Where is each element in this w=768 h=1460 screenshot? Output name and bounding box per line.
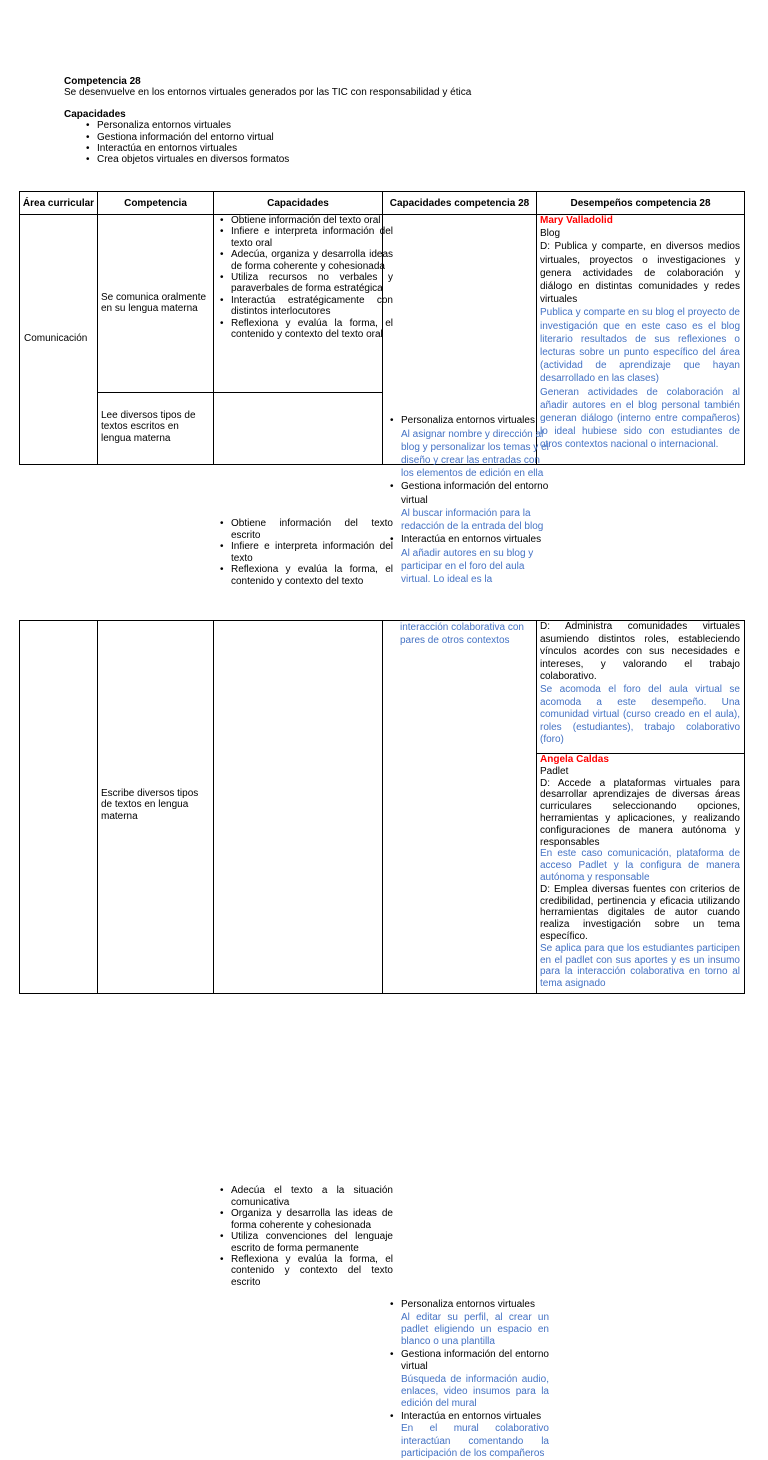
desempeno-text: D: Publica y comparte, en diversos medios virtuales, proyectos o investigaciones y genera actividades de colaboración y diálogo en distintas comunidades y redes virtuales [540, 241, 740, 306]
table-1 [0, 0, 768, 587]
competencia-lectura: Lee diversos tipos de textos escritos en lengua materna [101, 410, 196, 444]
desempeno-note: Se acomoda el foro del aula virtual se acomoda a este desempeño. Una comunidad virtual (curso creado en el aula), roles (estudiantes), trabajo colaborativo (foro) [540, 683, 740, 746]
tool-name: Blog [540, 228, 561, 240]
list-item: • Infiere e interpreta información del texto oral [231, 226, 393, 249]
capacidades-escritura-list [215, 1185, 393, 1288]
c28-continuation: interacción colaborativa con pares de otros contextos [400, 622, 524, 646]
capacidades-list [64, 120, 704, 166]
list-item: • Gestiona información del entorno virtual Búsqueda de información audio, enlaces, video insumos para la edición del mural [401, 1349, 549, 1411]
list-item: • Utiliza convenciones del lenguaje escrito de forma permanente [231, 1231, 393, 1254]
list-item: • Interactúa en entornos virtuales [97, 143, 704, 154]
list-item: • Reflexiona y evalúa la forma, el contenido y contexto del texto oral [231, 318, 393, 341]
area-comunicacion: Comunicación [24, 333, 88, 344]
author-name: Mary Valladolid [540, 215, 613, 226]
intro-section [64, 76, 704, 166]
competencia-escritura: Escribe diversos tipos de textos en lengua materna [101, 788, 199, 822]
header-capacidades-28: Capacidades competencia 28 [389, 197, 530, 209]
list-item: • Reflexiona y evalúa la forma, el contenido y contexto del texto [231, 564, 393, 587]
header-competencia: Competencia [124, 197, 187, 209]
list-item: • Crea objetos virtuales en diversos formatos [97, 154, 704, 165]
capacidades-lectura-list [215, 518, 393, 589]
list-item: • Infiere e interpreta información del texto [231, 541, 393, 564]
desempeno-text: D: Emplea diversas fuentes con criterios de credibilidad, pertinencia y eficacia utilizando herramientas digitales de autor cuando realiza investigación sobre un tema específico. [540, 883, 740, 942]
list-item: • Organiza y desarrolla las ideas de forma coherente y cohesionada [231, 1208, 393, 1231]
list-item: • Obtiene información del texto escrito [231, 518, 393, 541]
list-item: • Interactúa en entornos virtuales Al añadir autores en su blog y participar en el foro del aula virtual. Lo ideal es la [401, 533, 549, 586]
author-name: Angela Caldas [540, 754, 609, 765]
desempeno-note: Publica y comparte en su blog el proyecto de investigación que en este caso es el blog literario resultados de sus reflexiones o lecturas sobre un punto específico del área (actividad de aprendizaje que hayan desarrollado en las clases) [540, 307, 740, 385]
list-item: • Interactúa estratégicamente con distintos interlocutores [231, 295, 393, 318]
list-item: • Obtiene información del texto oral [231, 215, 393, 226]
desempenos-2-bottom [540, 754, 740, 990]
desempeno-text: D: Accede a plataformas virtuales para desarrollar aprendizajes de diversas áreas curriculares seleccionando opciones, herramientas y aplicaciones, y realizando configuraciones de manera autónoma y responsables [540, 777, 740, 848]
list-item: • Gestiona información del entorno virtual [97, 132, 704, 143]
capacidades-oral-list [215, 215, 393, 340]
header-area: Área curricular [22, 197, 95, 209]
tool-name: Padlet [540, 765, 569, 777]
desempenos-1 [540, 214, 740, 464]
desempeno-note: En este caso comunicación, plataforma de acceso Padlet y la configura de manera autónoma y responsable [540, 848, 740, 883]
list-item: • Personaliza entornos virtuales Al asignar nombre y dirección al blog y personalizar los temas y el diseño y crear las entradas con los elementos de edición en ella [401, 414, 549, 480]
competence-description: Se desenvuelve en los entornos virtuales generados por las TIC con responsabilidad y ética [64, 87, 472, 99]
competencia-oral: Se comunica oralmente en su lengua materna [101, 292, 207, 315]
desempeno-text: D: Administra comunidades virtuales asumiendo distintos roles, estableciendo vínculos acordes con sus necesidades e intereses, y valorando el trabajo colaborativo. [540, 621, 740, 683]
list-item: • Interactúa en entornos virtuales En el mural colaborativo interactúan comentando la participación de los compañeros [401, 1411, 549, 1460]
desempenos-2-top [540, 621, 740, 747]
list-item: • Adecúa, organiza y desarrolla ideas de forma coherente y cohesionada [231, 249, 393, 272]
list-item: • Personaliza entornos virtuales [97, 120, 704, 131]
header-desempenos-28: Desempeños competencia 28 [570, 197, 711, 209]
list-item: • Gestiona información del entorno virtual Al buscar información para la redacción de la entrada del blog [401, 480, 549, 533]
list-item: • Utiliza recursos no verbales y paraverbales de forma estratégica [231, 272, 393, 295]
competence-title: Competencia 28 [64, 76, 141, 87]
list-item: • Personaliza entornos virtuales Al editar su perfil, al crear un padlet eligiendo un espacio en blanco o una plantilla [401, 1299, 549, 1349]
desempeno-note: Generan actividades de colaboración al añadir autores en el blog personal también generan diálogo (interno entre compañeros) lo ideal hubiese sido con estudiantes de otros contextos nacional o internacional. [540, 386, 740, 451]
header-capacidades: Capacidades [267, 197, 329, 209]
capacidades-c28-list-2 [385, 1299, 549, 1460]
list-item: • Reflexiona y evalúa la forma, el contenido y contexto del texto escrito [231, 1254, 393, 1288]
list-item: • Adecúa el texto a la situación comunicativa [231, 1185, 393, 1208]
capacidades-title: Capacidades [64, 108, 126, 120]
desempeno-note: Se aplica para que los estudiantes participen en el padlet con sus aportes y es un insumo para la interacción colaborativa en torno al tema asignado [540, 942, 740, 990]
